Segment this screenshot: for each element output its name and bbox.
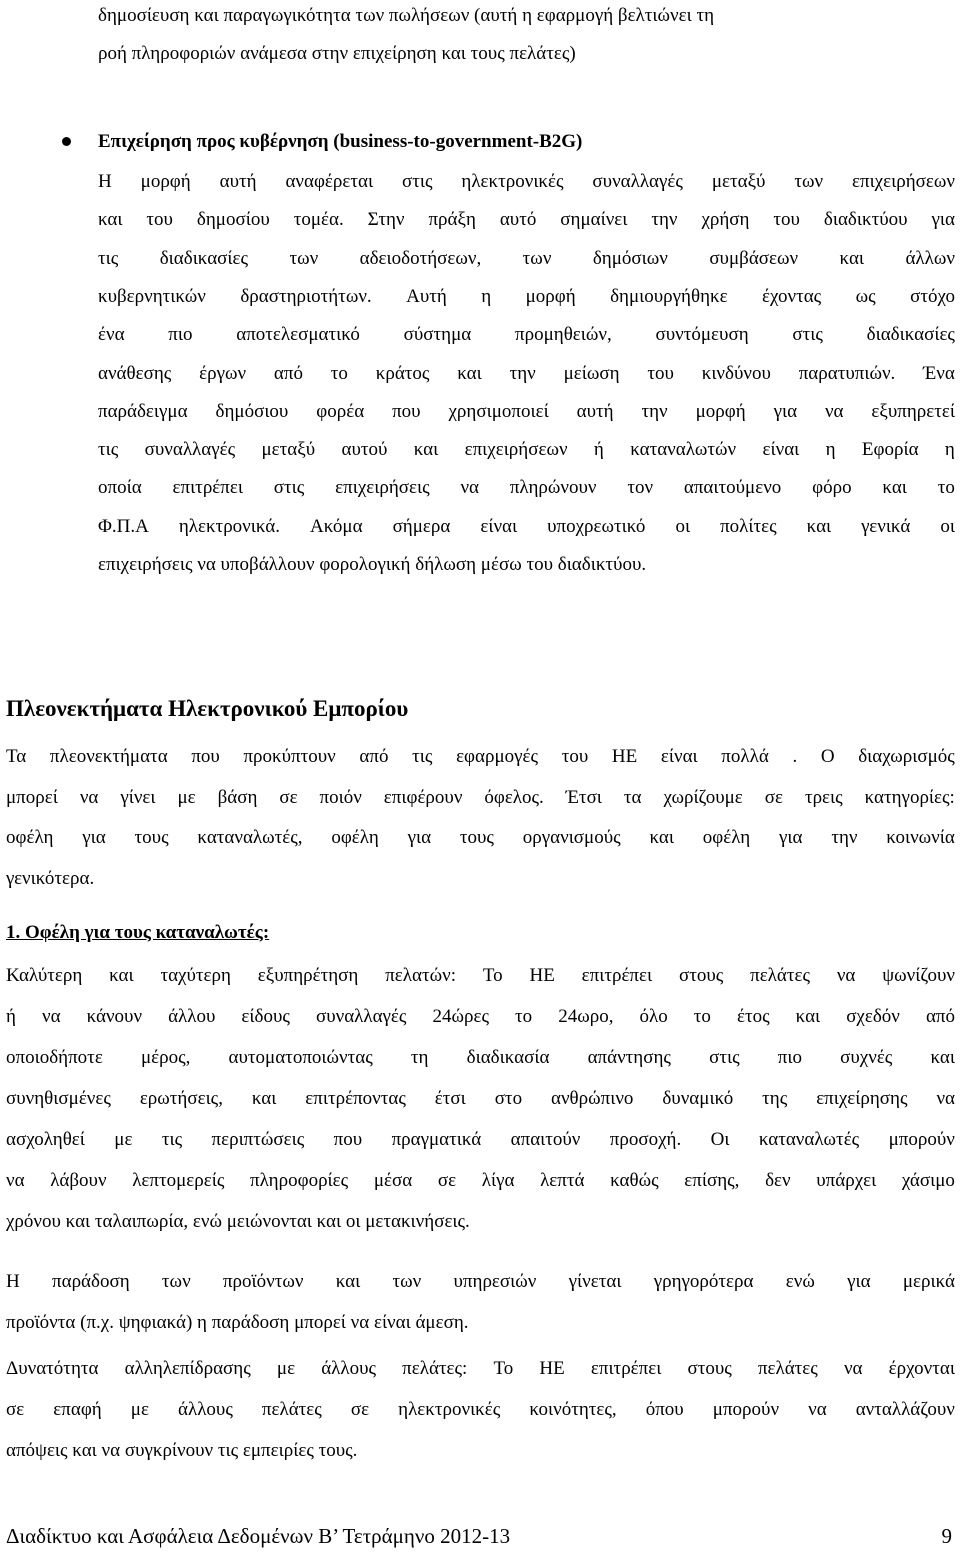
intro-line: οφέλη για τους καταναλωτές, οφέλη για τους οργανισμούς και οφέλη για την κοινωνία bbox=[6, 827, 955, 848]
b2g-line: οποία επιτρέπει στις επιχειρήσεις να πληρώνουν τον απαιτούμενο φόρο και το bbox=[98, 477, 955, 499]
b2g-title: Επιχείρηση προς κυβέρνηση (business-to-government-B2G) bbox=[98, 131, 583, 152]
para2-line: προϊόντα (π.χ. ψηφιακά) η παράδοση μπορεί να είναι άμεση. bbox=[6, 1312, 469, 1333]
b2g-line: επιχειρήσεις να υποβάλλουν φορολογική δήλωση μέσω του διαδικτύου. bbox=[98, 554, 647, 575]
continuation-line-1: δημοσίευση και παραγωγικότητα των πωλήσεων (αυτή η εφαρμογή βελτιώνει τη bbox=[98, 5, 715, 26]
para1-line: οποιοδήποτε μέρος, αυτοματοποιώντας τη διαδικασία απάντησης στις πιο συχνές και bbox=[6, 1047, 955, 1068]
para1-line: χρόνου και ταλαιπωρία, ενώ μειώνονται και οι μετακινήσεις. bbox=[6, 1211, 470, 1232]
para1-line: Καλύτερη και ταχύτερη εξυπηρέτηση πελατών: Το ΗΕ επιτρέπει στους πελάτες να ψωνίζουν bbox=[6, 965, 955, 986]
para3-line: απόψεις και να συγκρίνουν τις εμπειρίες τους. bbox=[6, 1440, 358, 1461]
b2g-line: κυβερνητικών δραστηριοτήτων. Αυτή η μορφή δημιουργήθηκε έχοντας ως στόχο bbox=[98, 285, 955, 307]
bullet-icon bbox=[62, 137, 71, 146]
advantages-heading: Πλεονεκτήματα Ηλεκτρονικού Εμπορίου bbox=[6, 696, 409, 721]
b2g-line: ανάθεσης έργων από το κράτος και την μείωση του κινδύνου παρατυπιών. Ένα bbox=[98, 362, 955, 384]
intro-line: γενικότερα. bbox=[6, 867, 95, 889]
b2g-line: ένα πιο αποτελεσματικό σύστημα προμηθειών, συντόμευση στις διαδικασίες bbox=[98, 324, 955, 346]
intro-line: Τα πλεονεκτήματα που προκύπτουν από τις εφαρμογές του ΗΕ είναι πολλά . Ο διαχωρισμός bbox=[6, 746, 955, 767]
para1-line: ασχοληθεί με τις περιπτώσεις που πραγματικά απαιτούν προσοχή. Οι καταναλωτές μπορούν bbox=[6, 1129, 955, 1150]
b2g-line: παράδειγμα δημόσιου φορέα που χρησιμοποιεί αυτή την μορφή για να εξυπηρετεί bbox=[98, 400, 955, 422]
page-number: 9 bbox=[941, 1524, 952, 1548]
consumer-benefits-subheading: 1. Οφέλη για τους καταναλωτές: bbox=[6, 922, 270, 943]
b2g-line: τις διαδικασίες των αδειοδοτήσεων, των δημόσιων συμβάσεων και άλλων bbox=[98, 247, 955, 269]
para3-line: Δυνατότητα αλληλεπίδρασης με άλλους πελάτες: Το ΗΕ επιτρέπει στους πελάτες να έρχονται bbox=[6, 1358, 955, 1379]
b2g-line: Η μορφή αυτή αναφέρεται στις ηλεκτρονικές συναλλαγές μεταξύ των επιχειρήσεων bbox=[98, 171, 955, 192]
continuation-line-2: ροή πληροφοριών ανάμεσα στην επιχείρηση και τους πελάτες) bbox=[98, 43, 576, 64]
para1-line: συνηθισμένες ερωτήσεις, και επιτρέποντας έτσι στο ανθρώπινο δυναμικό της επιχείρησης να bbox=[6, 1088, 955, 1109]
para1-line: να λάβουν λεπτομερείς πληροφορίες μέσα σε λίγα λεπτά καθώς επίσης, δεν υπάρχει χάσιμο bbox=[6, 1170, 955, 1191]
intro-line: μπορεί να γίνει με βάση σε ποιόν επιφέρουν όφελος. Έτσι τα χωρίζουμε σε τρεις κατηγορίες: bbox=[6, 786, 955, 808]
b2g-line: τις συναλλαγές μεταξύ αυτού και επιχειρήσεων ή καταναλωτών είναι η Εφορία η bbox=[98, 439, 955, 461]
footer-title: Διαδίκτυο και Ασφάλεια Δεδομένων Β’ Τετράμηνο 2012-13 bbox=[6, 1524, 511, 1548]
b2g-line: και του δημοσίου τομέα. Στην πράξη αυτό σημαίνει την χρήση του διαδικτύου για bbox=[98, 209, 955, 231]
b2g-line: Φ.Π.Α ηλεκτρονικά. Ακόμα σήμερα είναι υποχρεωτικό οι πολίτες και γενικά οι bbox=[98, 515, 955, 537]
para2-line: Η παράδοση των προϊόντων και των υπηρεσιών γίνεται γρηγορότερα ενώ για μερικά bbox=[6, 1271, 955, 1292]
para3-line: σε επαφή με άλλους πελάτες σε ηλεκτρονικές κοινότητες, όπου μπορούν να ανταλλάζουν bbox=[6, 1399, 955, 1420]
para1-line: ή να κάνουν άλλου είδους συναλλαγές 24ώρες το 24ωρο, όλο το έτος και σχεδόν από bbox=[6, 1006, 955, 1027]
